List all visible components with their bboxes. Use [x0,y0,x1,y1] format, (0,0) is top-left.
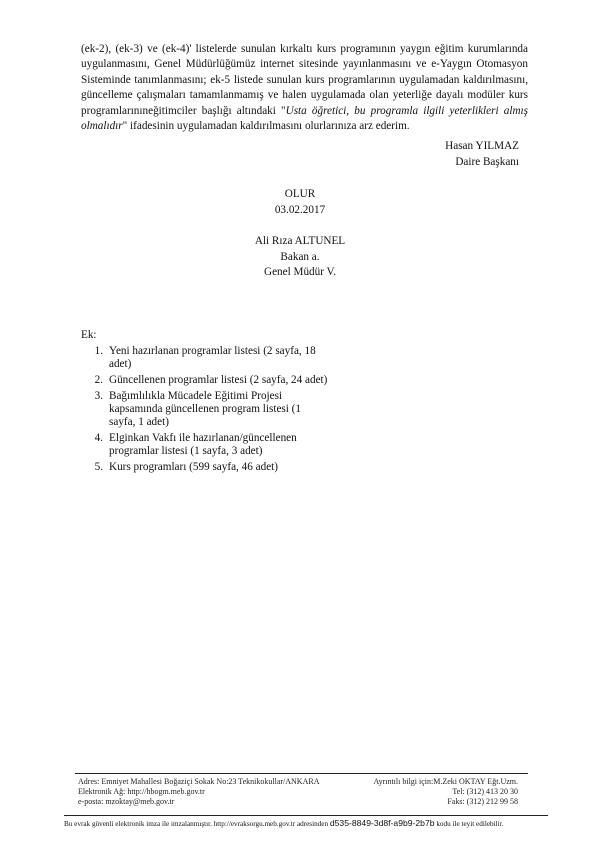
footer-divider [75,773,528,774]
approver-line1: Bakan a. [280,251,320,263]
footer-address: Adres: Emniyet Mahallesi Boğaziçi Sokak No:23 Teknikokullar/ANKARA [78,777,320,786]
attachment-number: 1. [94,345,103,357]
attachment-text: Güncellenen programlar listesi (2 sayfa, 24 adet) [109,374,328,386]
verification-prefix: Bu evrak güvenli elektronik imza ile imzalanmıştır. http://evraksorgu.meb.gov.tr adresinden [64,820,330,828]
attachment-number: 3. [94,389,103,402]
attachments-list [81,345,341,477]
body-paragraph [81,42,528,134]
attachment-text: Bağımlılıkla Mücadele Eğitimi Projesi kapsamında güncellenen program listesi (1 sayfa, 1 adet) [109,389,301,429]
verification-divider [64,815,548,816]
verification-code: d535-8849-3d8f-a9b9-2b7b [329,818,435,828]
attachment-number: 4. [94,432,103,444]
attachment-item [81,390,341,430]
attachment-number: 2. [94,374,103,386]
attachment-item [81,432,341,458]
attachment-item [81,345,341,371]
attachment-text: Elginkan Vakfı ile hazırlanan/güncellenen programlar listesi (1 sayfa, 3 adet) [109,432,297,458]
footer-contact-info: Ayrıntılı bilgi için:M.Zeki OKTAY Eğt.Uzm. [373,777,518,786]
footer-tel: Tel: (312) 413 20 30 [452,787,518,796]
verification-note [64,818,548,829]
approver-line2: Genel Müdür V. [264,266,336,278]
signatory-title: Daire Başkanı [455,156,519,168]
body-text-part2: " ifadesinin uygulamadan kaldırılmasını olurlarınıza arz ederim. [122,120,410,133]
footer-email[interactable]: e-posta: mzoktay@meb.gov.tr [78,797,175,806]
approval-olur: OLUR [284,188,316,200]
attachment-text: Kurs programları (599 sayfa, 46 adet) [109,461,278,473]
footer-fax: Faks: (312) 212 99 58 [447,797,518,806]
attachments-label: Ek: [81,329,97,341]
verification-suffix: kodu ile teyit edilebilir. [434,820,504,828]
attachment-item [81,461,341,474]
attachment-text: Yeni hazırlanan programlar listesi (2 sayfa, 18 adet) [109,345,316,371]
body-text-italic-quote: Usta öğretici, bu programla ilgili yeterlikleri almış olmalıdır [81,104,529,133]
body-text-part1: (ek-2), (ek-3) ve (ek-4)' listelerde sunulan kırkaltı kurs programının yaygın eğitim kurumlarında uygulanmasını, Genel Müdürlüğümüz internet sitesinde yayınlanmasını ve e-Yaygın Otomasyon Sisteminde tanımlanmasını; ek-5 listede sunulan kurs programlarının uygulamadan kaldırılmasını, güncelleme çalışmaları tamamlanmamış ve halen uygulamada olan yeterliğe dayalı modüler kurs programlarınıneğitimciler başlığı altındaki " [81,43,528,117]
attachment-number: 5. [94,461,103,473]
signatory-name: Hasan YILMAZ [445,140,519,152]
approver-name: Ali Rıza ALTUNEL [254,235,346,247]
attachment-item [81,374,341,387]
approval-date: 03.02.2017 [274,204,326,216]
footer-web[interactable]: Elektronik Ağ: http://hbogm.meb.gov.tr [78,787,205,796]
